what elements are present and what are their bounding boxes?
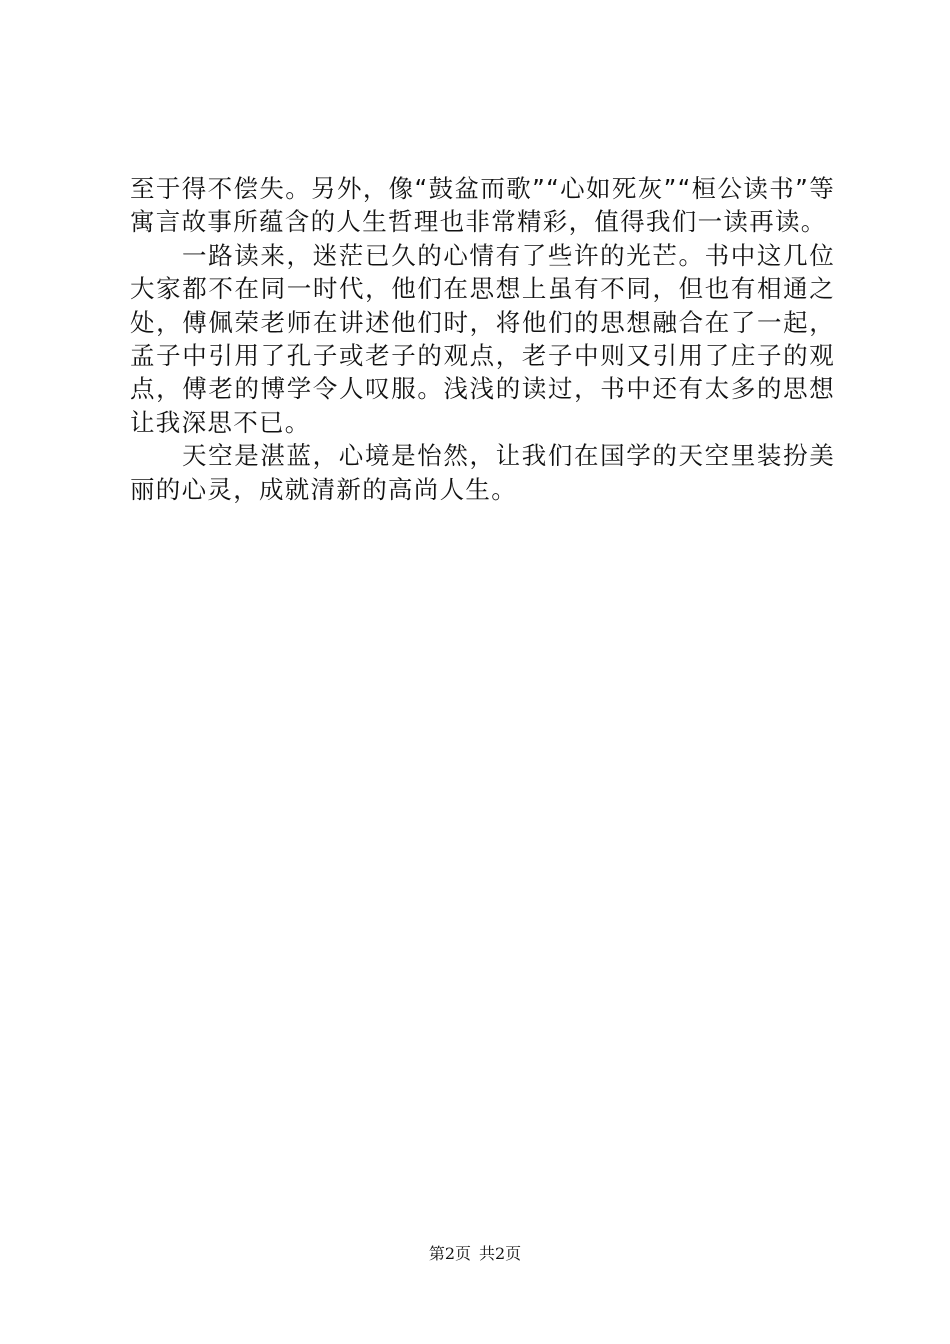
page-footer: [0, 1243, 950, 1265]
paragraph-2: 一路读来，迷茫已久的心情有了些许的光芒。书中这几位大家都不在同一时代，他们在思想上虽有不同，但也有相通之处，傅佩荣老师在讲述他们时，将他们的思想融合在了一起，孟子中引用了孔子或老子的观点，老子中则又引用了庄子的观点，傅老的博学令人叹服。浅浅的读过，书中还有太多的思想让我深思不已。: [130, 240, 835, 437]
page-number-current: 第2页: [428, 1244, 471, 1263]
document-body: [130, 172, 835, 506]
page-number-total: 共2页: [479, 1244, 522, 1263]
paragraph-1: 至于得不偿失。另外，像“鼓盆而歌”“心如死灰”“桓公读书”等寓言故事所蕴含的人生哲理也非常精彩，值得我们一读再读。: [130, 174, 835, 237]
paragraph-3: 天空是湛蓝，心境是怡然，让我们在国学的天空里装扮美丽的心灵，成就清新的高尚人生。: [130, 441, 835, 504]
